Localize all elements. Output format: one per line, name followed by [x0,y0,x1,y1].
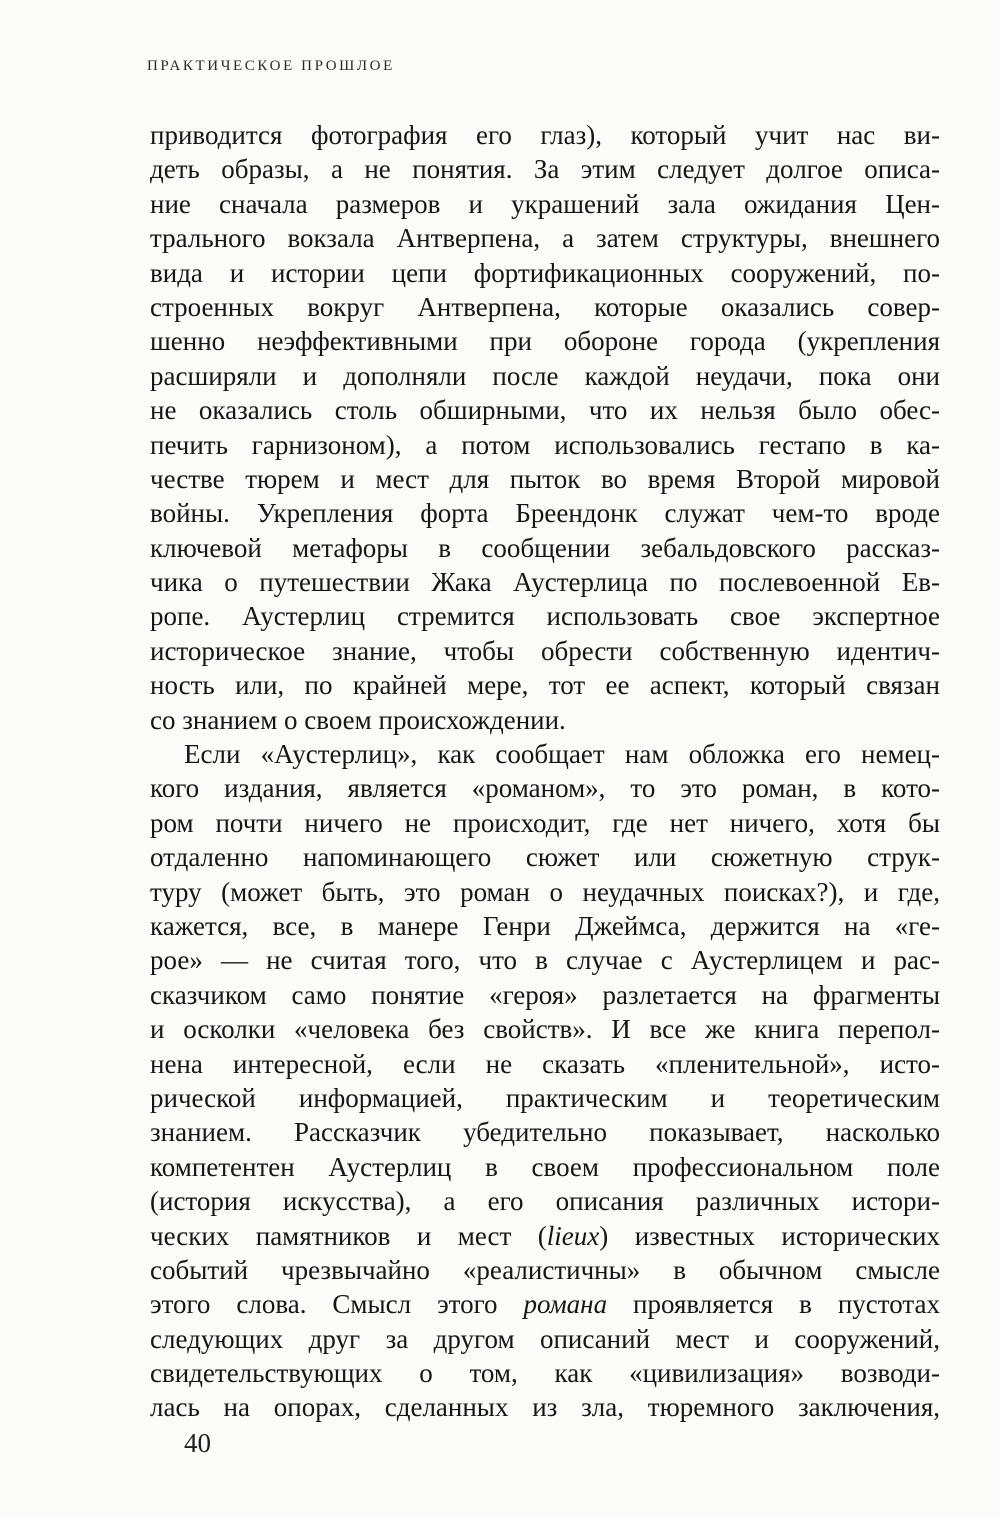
text-line: кажется, все, в манере Генри Джеймса, держится на «ге- [150,910,940,941]
text-line [150,1287,940,1321]
text-line: следующих друг за другом описаний мест и сооружений, [150,1323,940,1354]
text-line: ропе. Аустерлиц стремится использовать свое экспертное [150,601,940,632]
text-line: ром почти ничего не происходит, где нет ничего, хотя бы [150,807,940,838]
text-line-part: этого слова. Смысл этого [150,1289,524,1320]
body-text [150,118,940,1425]
text-line: трального вокзала Антверпена, а затем структуры, внешнего [150,223,940,254]
text-line: и осколки «человека без свойств». И все же книга перепол- [150,1014,940,1045]
text-line: шенно неэффективными при обороне города (укрепления [150,326,940,357]
text-line: (история искусства), а его описания различных истори- [150,1186,940,1217]
text-line: честве тюрем и мест для пыток во время Второй мировой [150,463,940,494]
text-line: вида и истории цепи фортификационных сооружений, по- [150,257,940,288]
text-line: печить гарнизоном), а потом использовались гестапо в ка- [150,429,940,460]
text-line: знанием. Рассказчик убедительно показывает, насколько [150,1117,940,1148]
text-line: войны. Укрепления форта Бреендонк служат чем-то вроде [150,498,940,529]
text-line: историческое знание, чтобы обрести собственную идентич- [150,635,940,666]
text-line: сказчиком само понятие «героя» разлетается на фрагменты [150,979,940,1010]
italic-term: lieux [546,1220,600,1251]
text-line: деть образы, а не понятия. За этим следует долгое описа- [150,154,940,185]
text-line [150,1219,940,1253]
text-line: приводится фотография его глаз), который учит нас ви- [150,120,940,150]
text-line: кого издания, является «романом», то это роман, в кото- [150,773,940,804]
text-line: нена интересной, если не сказать «пленительной», исто- [150,1048,940,1079]
text-line: отдаленно напоминающего сюжет или сюжетную струк- [150,842,940,873]
text-line: со знанием о своем происхождении. [150,704,566,735]
text-line: рической информацией, практическим и теоретическим [150,1082,940,1113]
page-number: 40 [184,1428,211,1458]
text-line: ключевой метафоры в сообщении зебальдовского рассказ- [150,532,940,563]
text-line: компетентен Аустерлиц в своем профессиональном поле [150,1151,940,1182]
text-line: событий чрезвычайно «реалистичны» в обычном смысле [150,1254,940,1285]
text-line: расширяли и дополняли после каждой неудачи, пока они [150,360,940,391]
text-line: лась на опорах, сделанных из зла, тюремного заключения, [150,1392,940,1423]
running-head: ПРАКТИЧЕСКОЕ ПРОШЛОЕ [147,58,395,74]
text-line: свидетельствующих о том, как «цивилизация» возводи- [150,1358,940,1389]
text-line-part: ческих памятников и мест ( [150,1220,547,1251]
text-line: ность или, по крайней мере, тот ее аспект, который связан [150,670,940,701]
text-line: ние сначала размеров и украшений зала ожидания Цен- [150,188,940,219]
text-line: туру (может быть, это роман о неудачных поисках?), и где, [150,876,940,907]
text-line: не оказались столь обширными, что их нельзя было обес- [150,395,940,426]
text-line-part: проявляется в пустотах [607,1289,940,1320]
text-line: строенных вокруг Антверпена, которые оказались совер- [150,291,940,322]
text-line: рое» — не считая того, что в случае с Аустерлицем и рас- [150,945,940,976]
text-line: чика о путешествии Жака Аустерлица по послевоенной Ев- [150,567,940,598]
text-line-part: ) известных исторических [599,1220,940,1251]
text-line: Если «Аустерлиц», как сообщает нам обложка его немец- [184,739,940,770]
italic-term: романа [523,1289,608,1320]
